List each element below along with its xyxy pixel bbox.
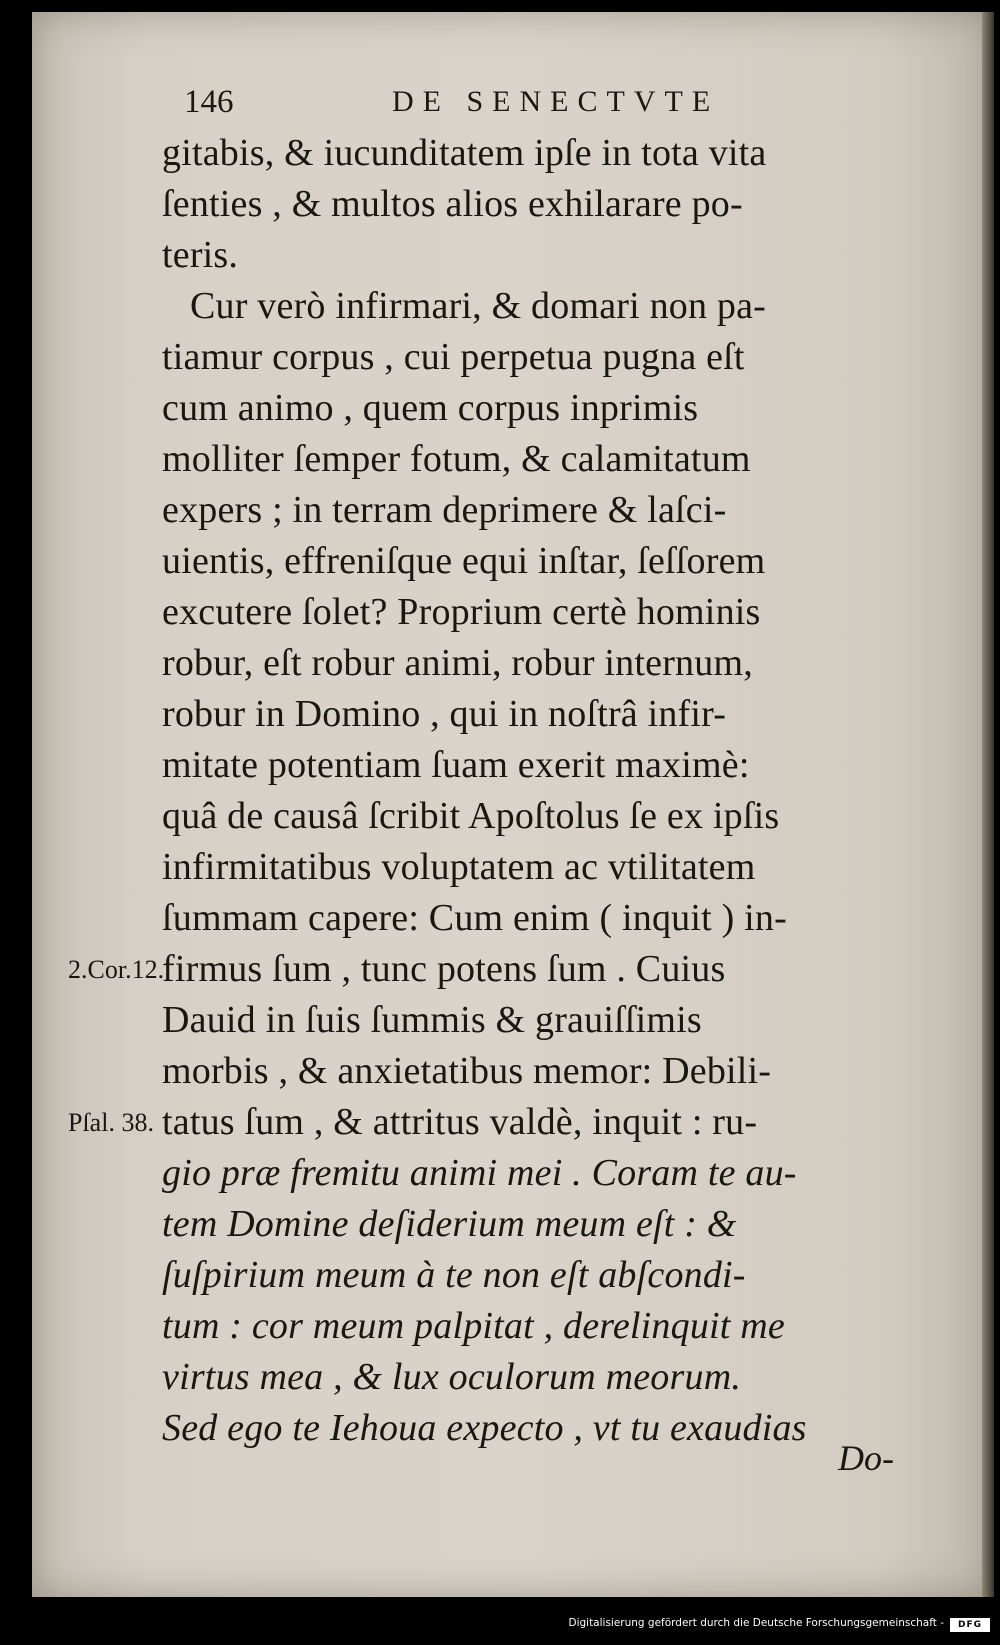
text-line: Sed ego te Iehoua expecto , vt tu exaudias bbox=[162, 1407, 807, 1449]
text-line: ſuſpirium meum à te non eſt abſcondi- bbox=[162, 1254, 746, 1296]
dfg-logo: DFG bbox=[950, 1618, 990, 1632]
text-line: Dauid in ſuis ſummis & grauiſſimis bbox=[162, 999, 702, 1041]
text-line: virtus mea , & lux oculorum meorum. bbox=[162, 1356, 742, 1398]
catchword: Do- bbox=[838, 1438, 894, 1478]
text-line: gio præ fremitu animi mei . Coram te au- bbox=[162, 1152, 797, 1194]
text-line: teris. bbox=[162, 234, 239, 276]
text-line: mitate potentiam ſuam exerit maximè: bbox=[162, 744, 750, 786]
page-number: 146 bbox=[184, 84, 234, 120]
page-gutter bbox=[982, 12, 994, 1597]
book-page bbox=[32, 12, 994, 1597]
text-line: firmus ſum , tunc potens ſum . Cuius bbox=[162, 948, 726, 990]
text-line: expers ; in terram deprimere & laſci- bbox=[162, 489, 727, 531]
text-line: molliter ſemper fotum, & calamitatum bbox=[162, 438, 751, 480]
margin-note: Pſal. 38. bbox=[68, 1108, 154, 1137]
text-line: robur, eſt robur animi, robur internum, bbox=[162, 642, 753, 684]
margin-note: 2.Cor.12. bbox=[68, 955, 165, 984]
footer-text: Digitalisierung gefördert durch die Deutsche Forschungsgemeinschaft - bbox=[568, 1617, 944, 1629]
text-line: gitabis, & iucunditatem ipſe in tota vita bbox=[162, 132, 767, 174]
text-line: uientis, effreniſque equi inſtar, ſeſſorem bbox=[162, 540, 766, 582]
text-line: tem Domine deſiderium meum eſt : & bbox=[162, 1203, 737, 1245]
page-header bbox=[184, 80, 784, 124]
running-head: DE SENECTVTE bbox=[392, 85, 720, 118]
footer-strip bbox=[0, 1603, 1000, 1645]
text-line: tatus ſum , & attritus valdè, inquit : ru- bbox=[162, 1101, 758, 1143]
text-line: morbis , & anxietatibus memor: Debili- bbox=[162, 1050, 772, 1092]
text-line: infirmitatibus voluptatem ac vtilitatem bbox=[162, 846, 756, 888]
text-line: quâ de causâ ſcribit Apoſtolus ſe ex ipſis bbox=[162, 795, 780, 837]
text-block bbox=[162, 128, 902, 1454]
text-line: ſenties , & multos alios exhilarare po- bbox=[162, 183, 743, 225]
text-line: tum : cor meum palpitat , derelinquit me bbox=[162, 1305, 785, 1347]
text-line: tiamur corpus , cui perpetua pugna eſt bbox=[162, 336, 745, 378]
text-line: Cur verò infirmari, & domari non pa- bbox=[190, 285, 766, 327]
text-line: cum animo , quem corpus inprimis bbox=[162, 387, 699, 429]
text-line: ſummam capere: Cum enim ( inquit ) in- bbox=[162, 897, 787, 939]
text-line: excutere ſolet? Proprium certè hominis bbox=[162, 591, 761, 633]
text-line: robur in Domino , qui in noſtrâ infir- bbox=[162, 693, 727, 735]
